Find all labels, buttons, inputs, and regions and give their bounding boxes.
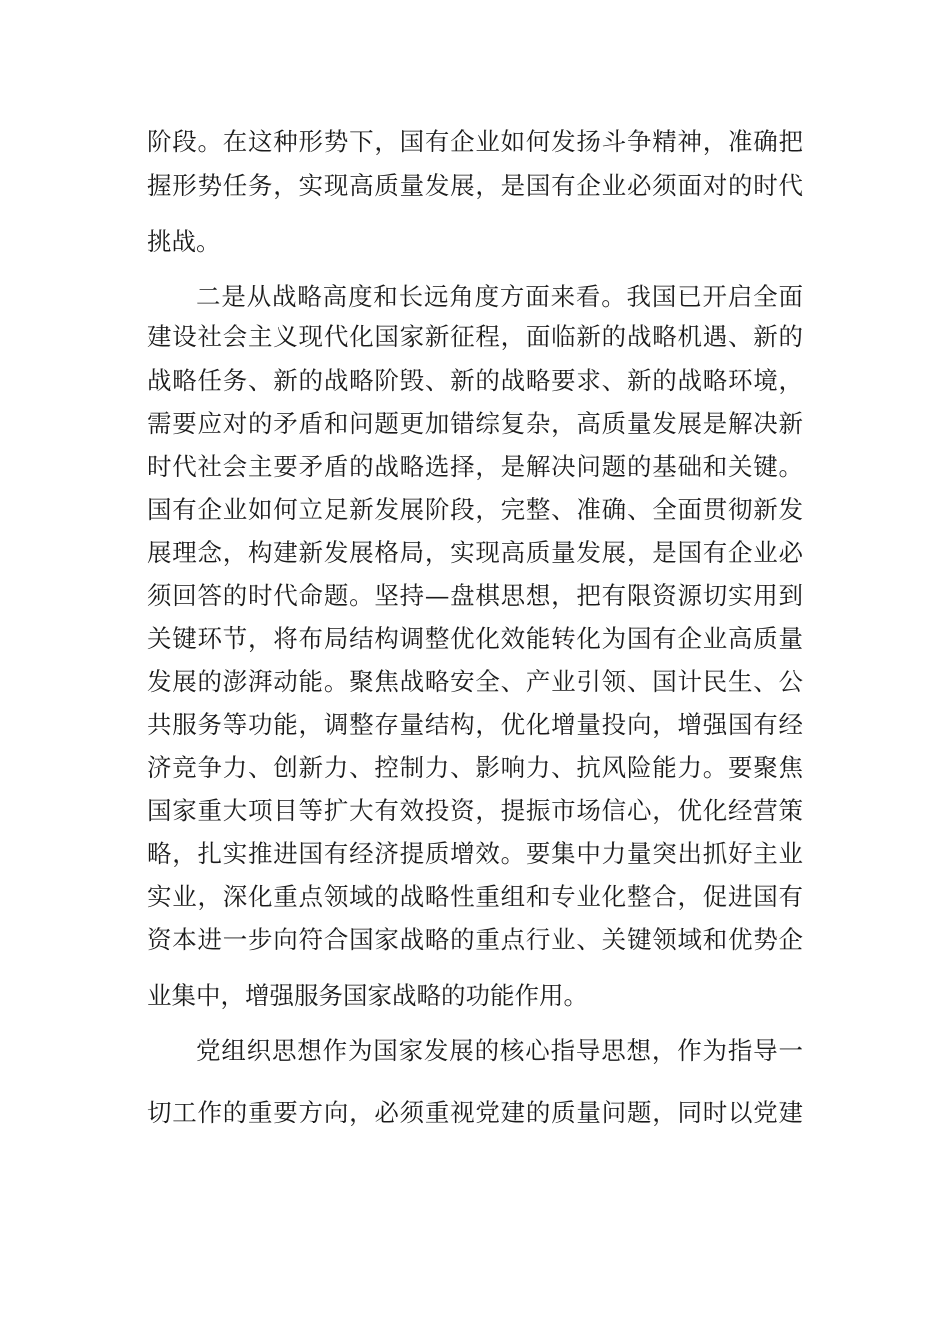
paragraph-2-line-9: 关键环节，将布局结构调整优化效能转化为国有企业高质量 [147,624,803,653]
paragraph-2-line-3: 战略任务、新的战略阶毁、新的战略要求、新的战略环境， [147,366,803,395]
paragraph-2-line-10: 发展的澎湃动能。聚焦战略安全、产业引领、国计民生、公 [147,667,803,696]
paragraph-2-line-15: 实业，深化重点领域的战略性重组和专业化整合，促进国有 [147,882,803,911]
paragraph-2-line-14: 略，扎实推进国有经济提质增效。要集中力量突出抓好主业 [147,839,803,868]
paragraph-2-line-13: 国家重大项目等扩大有效投资，提振市场信心，优化经营策 [147,796,803,825]
paragraph-2-line-1: 二是从战略高度和长远角度方面来看。我国已开启全面 [196,282,803,311]
paragraph-2-line-12: 济竞争力、创新力、控制力、影响力、抗风险能力。要聚焦 [147,753,803,782]
paragraph-2-line-4: 需要应对的矛盾和问题更加错综复杂，高质量发展是解决新 [147,409,803,438]
paragraph-2-line-11: 共服务等功能，调整存量结构，优化增量投向，增强国有经 [147,710,803,739]
paragraph-1-line-2: 握形势任务，实现高质量发展，是国有企业必须面对的时代 [147,171,803,200]
paragraph-2-line-5: 时代社会主要矛盾的战略选择，是解决问题的基础和关键。 [147,452,803,481]
paragraph-2-line-17: 业集中，增强服务国家战略的功能作用。 [147,981,588,1010]
paragraph-3-line-2: 切工作的重要方向，必须重视党建的质量问题，同时以党建 [147,1098,803,1127]
paragraph-2-line-8: 须回答的时代命题。坚持—盘棋思想，把有限资源切实用到 [147,581,803,610]
paragraph-1-line-1: 阶段。在这种形势下，国有企业如何发扬斗争精神，准确把 [147,127,803,156]
paragraph-2-line-7: 展理念，构建新发展格局，实现高质量发展，是国有企业必 [147,538,803,567]
paragraph-1-line-3: 挑战。 [147,227,221,256]
paragraph-2-line-2: 建设社会主义现代化国家新征程，面临新的战略机遇、新的 [147,322,803,351]
paragraph-2-line-16: 资本进一步向符合国家战略的重点行业、关键领域和优势企 [147,925,803,954]
paragraph-3-line-1: 党组织思想作为国家发展的核心指导思想，作为指导一 [196,1036,803,1065]
paragraph-2-line-6: 国有企业如何立足新发展阶段，完整、准确、全面贯彻新发 [147,495,803,524]
